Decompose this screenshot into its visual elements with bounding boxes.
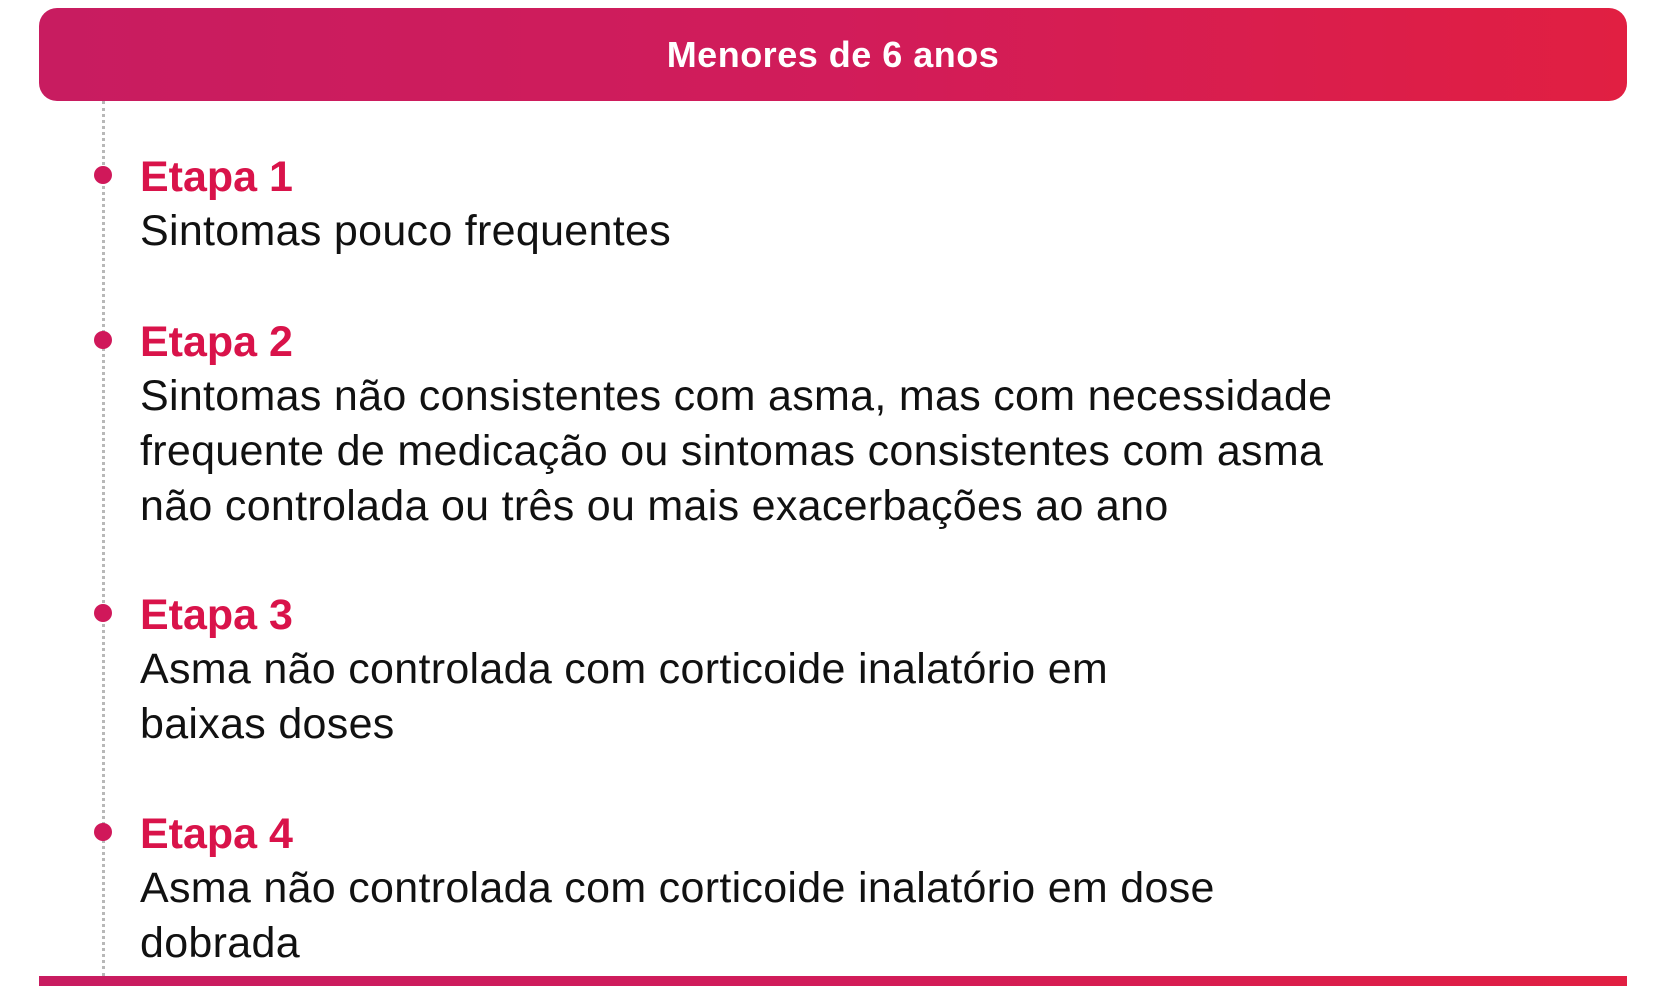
timeline-dot bbox=[94, 604, 112, 622]
step-description-line: Sintomas pouco frequentes bbox=[140, 207, 671, 255]
step-4 bbox=[140, 807, 1580, 971]
step-label: Etapa 1 bbox=[140, 153, 293, 201]
step-description-line: dobrada bbox=[140, 919, 300, 967]
step-description-line: frequente de medicação ou sintomas consistentes com asma bbox=[140, 427, 1324, 475]
header-title: Menores de 6 anos bbox=[666, 33, 1000, 75]
step-label: Etapa 4 bbox=[140, 810, 293, 858]
step-label: Etapa 3 bbox=[140, 591, 293, 639]
step-description-line: Asma não controlada com corticoide inalatório em dose bbox=[140, 864, 1215, 912]
step-description-line: Asma não controlada com corticoide inalatório em bbox=[140, 645, 1109, 693]
step-description-line: baixas doses bbox=[140, 700, 395, 748]
step-3 bbox=[140, 588, 1580, 752]
timeline-dot bbox=[94, 331, 112, 349]
step-label: Etapa 2 bbox=[140, 318, 293, 366]
timeline-dot bbox=[94, 166, 112, 184]
step-1 bbox=[140, 150, 1580, 259]
header-banner bbox=[39, 8, 1627, 101]
timeline-line bbox=[102, 101, 105, 976]
step-description-line: não controlada ou três ou mais exacerbações ao ano bbox=[140, 482, 1169, 530]
step-description-line: Sintomas não consistentes com asma, mas com necessidade bbox=[140, 372, 1333, 420]
timeline-dot bbox=[94, 823, 112, 841]
step-2 bbox=[140, 315, 1580, 534]
bottom-divider bbox=[39, 976, 1627, 986]
